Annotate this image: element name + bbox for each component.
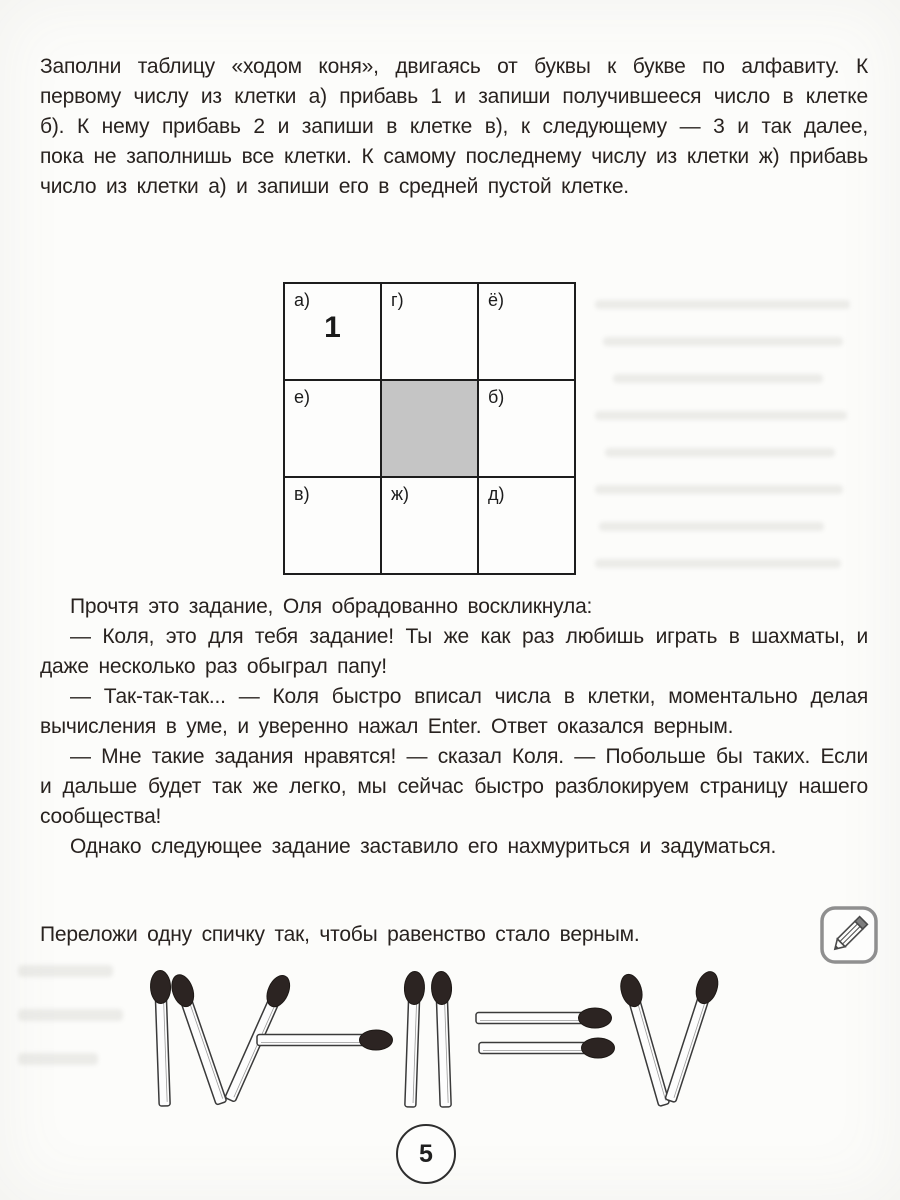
matchstick-equation-svg <box>130 956 730 1116</box>
matchstick-equation-figure <box>130 956 730 1116</box>
story-text <box>40 592 868 862</box>
table-cell-center-shaded <box>381 380 478 477</box>
cell-label: д) <box>488 484 505 504</box>
match-V1-left <box>168 972 231 1107</box>
table-cell-a <box>284 283 381 380</box>
story-paragraph: — Коля, это для тебя задание! Ты же как раз любишь играть в шахматы, и даже несколько раз обыграл папу! <box>40 625 868 678</box>
pencil-task-marker <box>818 904 880 966</box>
table-cell-yo <box>478 283 575 380</box>
cell-label: б) <box>488 387 505 407</box>
story-paragraph: — Так-так-так... — Коля быстро вписал числа в клетки, моментально делая вычисления в уме, и уверенно нажал Enter. Ответ оказался верным. <box>40 685 868 738</box>
match-equals-bottom <box>479 1038 615 1058</box>
table-cell-zh <box>381 477 478 574</box>
match-II-left <box>400 971 425 1107</box>
match-I <box>150 970 175 1106</box>
match-equals-top <box>476 1008 612 1028</box>
bleed-through-artifact <box>595 300 865 596</box>
story-paragraph: Прочтя это задание, Оля обрадованно воскликнула: <box>70 595 593 618</box>
knight-move-table <box>283 282 576 575</box>
story-paragraph: — Мне такие задания нравятся! — сказал Коля. — Побольше бы таких. Если и дальше будет так же легко, мы сейчас быстро разблокируем страницу нашего сообщества! <box>40 745 868 828</box>
table-cell-g <box>381 283 478 380</box>
match-V2-right <box>661 969 722 1104</box>
match-II-right <box>431 971 456 1107</box>
cell-label: е) <box>294 387 311 407</box>
page-number: 5 <box>419 1139 433 1168</box>
cell-label: в) <box>294 484 310 504</box>
pencil-icon <box>818 904 880 966</box>
matchstick-task-instruction: Переложи одну спичку так, чтобы равенство стало верным. <box>40 923 640 946</box>
cell-label: а) <box>294 290 311 310</box>
match-minus <box>257 1030 393 1050</box>
table-cell-v <box>284 477 381 574</box>
cell-value: 1 <box>324 310 341 344</box>
cell-label: г) <box>391 290 404 310</box>
table-cell-e <box>284 380 381 477</box>
cell-label: ё) <box>488 290 505 310</box>
intro-task-paragraph: Заполни таблицу «ходом коня», двигаясь от буквы к букве по алфавиту. К первому числу из клетки а) прибавь 1 и запиши получившееся число в клетке б). К нему прибавь 2 и запиши в клетке в), к следующему — 3 и так далее, пока не заполнишь все клетки. К самому последнему числу из клетки ж) прибавь число из клетки а) и запиши его в средней пустой клетке. <box>40 55 868 198</box>
table-cell-b <box>478 380 575 477</box>
table-cell-d <box>478 477 575 574</box>
story-paragraph: Однако следующее задание заставило его нахмуриться и задуматься. <box>70 835 777 858</box>
match-V2-left <box>617 972 674 1108</box>
bleed-through-artifact <box>18 965 138 1093</box>
cell-label: ж) <box>391 484 410 504</box>
page-number-badge <box>396 1124 456 1184</box>
